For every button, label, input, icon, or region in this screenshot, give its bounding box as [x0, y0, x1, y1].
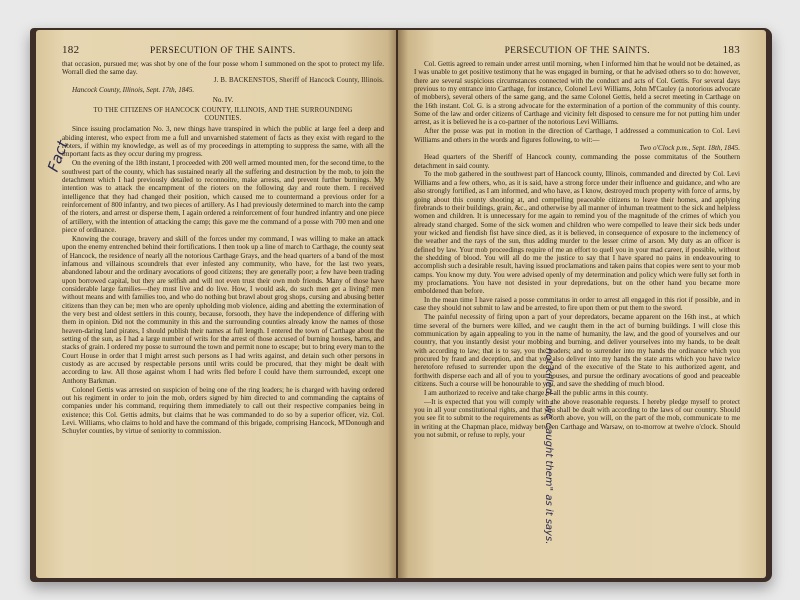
- section-number: No. IV.: [212, 96, 234, 105]
- paragraph: Since issuing proclamation No. 3, new things have transpired in which the public at large feel a deep and abiding interest, who expect from me a full and unvarnished statement of facts as they exist with regard to the rioters, if within my knowledge, as well as of my proceedings in attempting to suppress the same, with all the important facts as they occur during my progress.: [62, 125, 384, 159]
- left-running-head: [62, 44, 384, 56]
- left-page-text: [62, 60, 384, 436]
- right-running-title: PERSECUTION OF THE SAINTS.: [504, 46, 650, 56]
- paragraph: In the mean time I have raised a posse commitatus in order to arrest all engaged in this riot if possible, and in case they should not submit to law and be arrested, to fire upon them or put them to the sword.: [414, 296, 740, 313]
- left-page-number: 182: [62, 44, 80, 56]
- right-running-head: [414, 44, 740, 56]
- address-heading: TO THE CITIZENS OF HANCOCK COUNTY, ILLINOIS, AND THE SURROUNDING COUNTIES.: [93, 106, 353, 123]
- signature: J. B. BACKENSTOS, Sheriff of Hancock County, Illinois.: [213, 77, 384, 85]
- right-page: [398, 30, 766, 578]
- paragraph: —It is expected that you will comply with the above reasonable requests. I hereby pledge myself to protect you in all your constitutional rights, and that you shall be dealt with according to the laws of our country. Should you see fit to submit to the requirements as set forth above, you will, on the part of the mob, communicate to me in writing at the Chapman place, midway between Carthage and Warsaw, on to-morrow at twelve o'clock. Should you not submit, or refuse to reply, your: [414, 397, 740, 440]
- open-book: [36, 30, 766, 578]
- paragraph: Colonel Gettis was arrested on suspicion of being one of the ring leaders; he is charged with having ordered out his regiment in order to join the mob, orders signed by him directed to and commanding the captains of companies under his command, requiring them immediately to call out their respective companies being in existence; this Col. Gettis admits, but claims that he was commanded to do so by a superior officer, viz. Col. Levi. Williams, who claims to hold and have the command of this brigade, comprising Hancock, M'Donough and Schuyler counties, by virtue of seniority to commission.: [62, 385, 384, 436]
- paragraph: that occasion, pursued me; was shot by one of the four posse whom I summoned on the spot to protect my life. Worrall died the same day.: [62, 60, 384, 77]
- paragraph: After the posse was put in motion in the direction of Carthage, I addressed a communication to Col. Levi Williams and others in the words and figures following, to wit:—: [414, 127, 740, 144]
- book-gutter: [388, 30, 408, 578]
- dateline: Two o'Clock p.m., Sept. 18th, 1845.: [639, 144, 740, 153]
- left-page: [36, 30, 396, 578]
- dateline: Hancock County, Illinois, Sept. 17th, 1845.: [72, 86, 195, 95]
- right-page-number: 183: [722, 44, 740, 56]
- paragraph: Col. Gettis agreed to remain under arrest until morning, when I informed him that he would not be detained, as I was unable to get positive testimony that he was engaged in burning, or that he advised others so to do: however, there are several suspicious circumstances connected with the conduct and acts of Col. Gettis. For several days previous to my entrance into Carthage, for instance, Colonel Levi Williams, John M'Cauley (a notorious advocate of mobbers), several others of the same gang, and the same Colonel Gettis, held a secret meeting in Carthage on the 16th instant. Col. G. is a strong advocate for the extermination of a portion of the community of this county. Some of the law and order citizens of Carthage and vicinity felt disposed to censure me for not putting him under arrest, as it is believed he is a co-partner of the notorious Levi Williams.: [414, 60, 740, 127]
- left-running-title: PERSECUTION OF THE SAINTS.: [150, 46, 296, 56]
- paragraph: I am authorized to receive and take charge of all the public arms in this county.: [424, 388, 648, 397]
- paragraph: Head quarters of the Sheriff of Hancock county, commanding the posse commitatus of the Southern detachment in said county.: [414, 153, 740, 170]
- paragraph: Knowing the courage, bravery and skill of the forces under my command, I was willing to make an attack upon the enemy entrenched behind their fortifications. I then took up a line of march to Carthage, the county seat of Hancock, the residence of nearly all the notorious Carthage Grays, and the head quarters of a band of the most infamous and villainous scoundrels that ever infested any community, who have, for the last two years, abandoned labour and the ordinary avocations of good citizens; they are generally poor; a few have been trading upon borrowed capital, but they are selfish and will not even trust their own mob friends. Many of those have considerable large families—they must live and do live. How, I would ask, do such men get a living? men without means and with families too, and who do nothing but brawl about grog shops, cursing and abusing better citizens than they can be; men who are openly upholding mob violence, aiding and abetting the extermination of the very best and oldest settlers in this county, because, forsooth, they have the independence of differing with them in opinion. Did not the community in this and the surrounding counties already know the names of those heaven-daring land pirates, I should publish their names at full length. I entered the town of Carthage about the setting of the sun, as I had a large number of writs for the arrest of those accused of burning houses, barns, and stacks of grain. I ordered my posse to surround the town and permit none to escape; but to bring every man to the Court House in order that I might arrest such persons as I had writs against, and detain such other persons in custody as are accused by respectable persons until writs could be procured, that they might be dealt with according to law. All those against whom I had writs fled before I could have them surrounded, except one Anthony Barkman.: [62, 234, 384, 385]
- right-page-text: [414, 60, 740, 439]
- paragraph: To the mob gathered in the southwest part of Hancock county, Illinois, commanded and directed by Col. Levi Williams and a few others, who, as it is said, have a strong force under their influence and guidance, and who are also strongly fortified, as I am informed, and who have, as I know, destroyed much property with force of arms, by going about this county shooting at, and compelling peaceable citizens to leave their homes, and applying firebrands to their buildings, grain, &c., and otherwise by all manner of inhuman treatment to the sick and helpless women and children. It is unnecessary for me again to remind you of the magnitude of the crimes of which you already stand charged. Some of the sick women and children who were compelled to leave their sick beds under your wicked and fiendish fist have since died, as it is believed, in consequence of exposure to the inclemency of the weather and the rays of the sun, thus adding murder to the lesser crime of arson. My duty as an officer is defined by law. Your mob proceedings require of me an effort to quell you in your mad career, if possible, without the shedding of blood. You will all do me the justice to say that I have spared no pains in endeavouring to accomplish such a desirable result, having issued proclamations and taken pains that copies were sent to your mob camps. You know my duty. You were advised openly of my determination and policy which were fully set forth in my proclamations. You have not desisted in your depredations, but on the other hand you became more emboldened than before.: [414, 170, 740, 296]
- paragraph: On the evening of the 18th instant, I proceeded with 200 well armed mounted men, for the second time, to the southwest part of the county, which has sustained nearly all the suffering and destruction by the mob, to join the detachment which I had previously detailed to reconnoitre, make arrests, and prevent further burnings. My intention was to attack the encampment of the rioters on the following day and route them. I received intelligence that they had changed their position, which caused me to countermand a previous order for a reinforcement of 800 infantry, and two pieces of artillery. As I had previously determined to march into the camp of the rioters, and arrest or disperse them, I again ordered a reinforcement of four hundred infantry and one piece of artillery, with the intention of attacking the camp; this gave me the command of a posse with 700 men and one piece of ordinance.: [62, 159, 384, 235]
- handwritten-margin-note: not killed, "we caught them" as it says.: [543, 348, 554, 545]
- handwritten-margin-note: Fact: [44, 137, 72, 175]
- paragraph: The painful necessity of firing upon a part of your depredators, became apparent on the 16th inst., at which time several of the burners were killed, and we caught them in the act of burning buildings. I will close this communication by again appealing to you in the name of humanity, the law, and the good of yourselves and our country, that you instantly desist your mobbing and burning, and deliver yourselves into my hands, to be dealt with according to law; that is to say, you the leaders; and to surrender into my hands the ordinance which you procured by fraud and deception, and that you also deliver into my hands the state arms which you have twice heretofore refused to surrender upon the demand of the executive of the State to his authorized agent, and forthwith disperse each and all of you to your houses, and pursue the ordinary avocations of good and peaceable citizens. Such a course will be honourable to you, and save the shedding of much blood.: [414, 313, 740, 389]
